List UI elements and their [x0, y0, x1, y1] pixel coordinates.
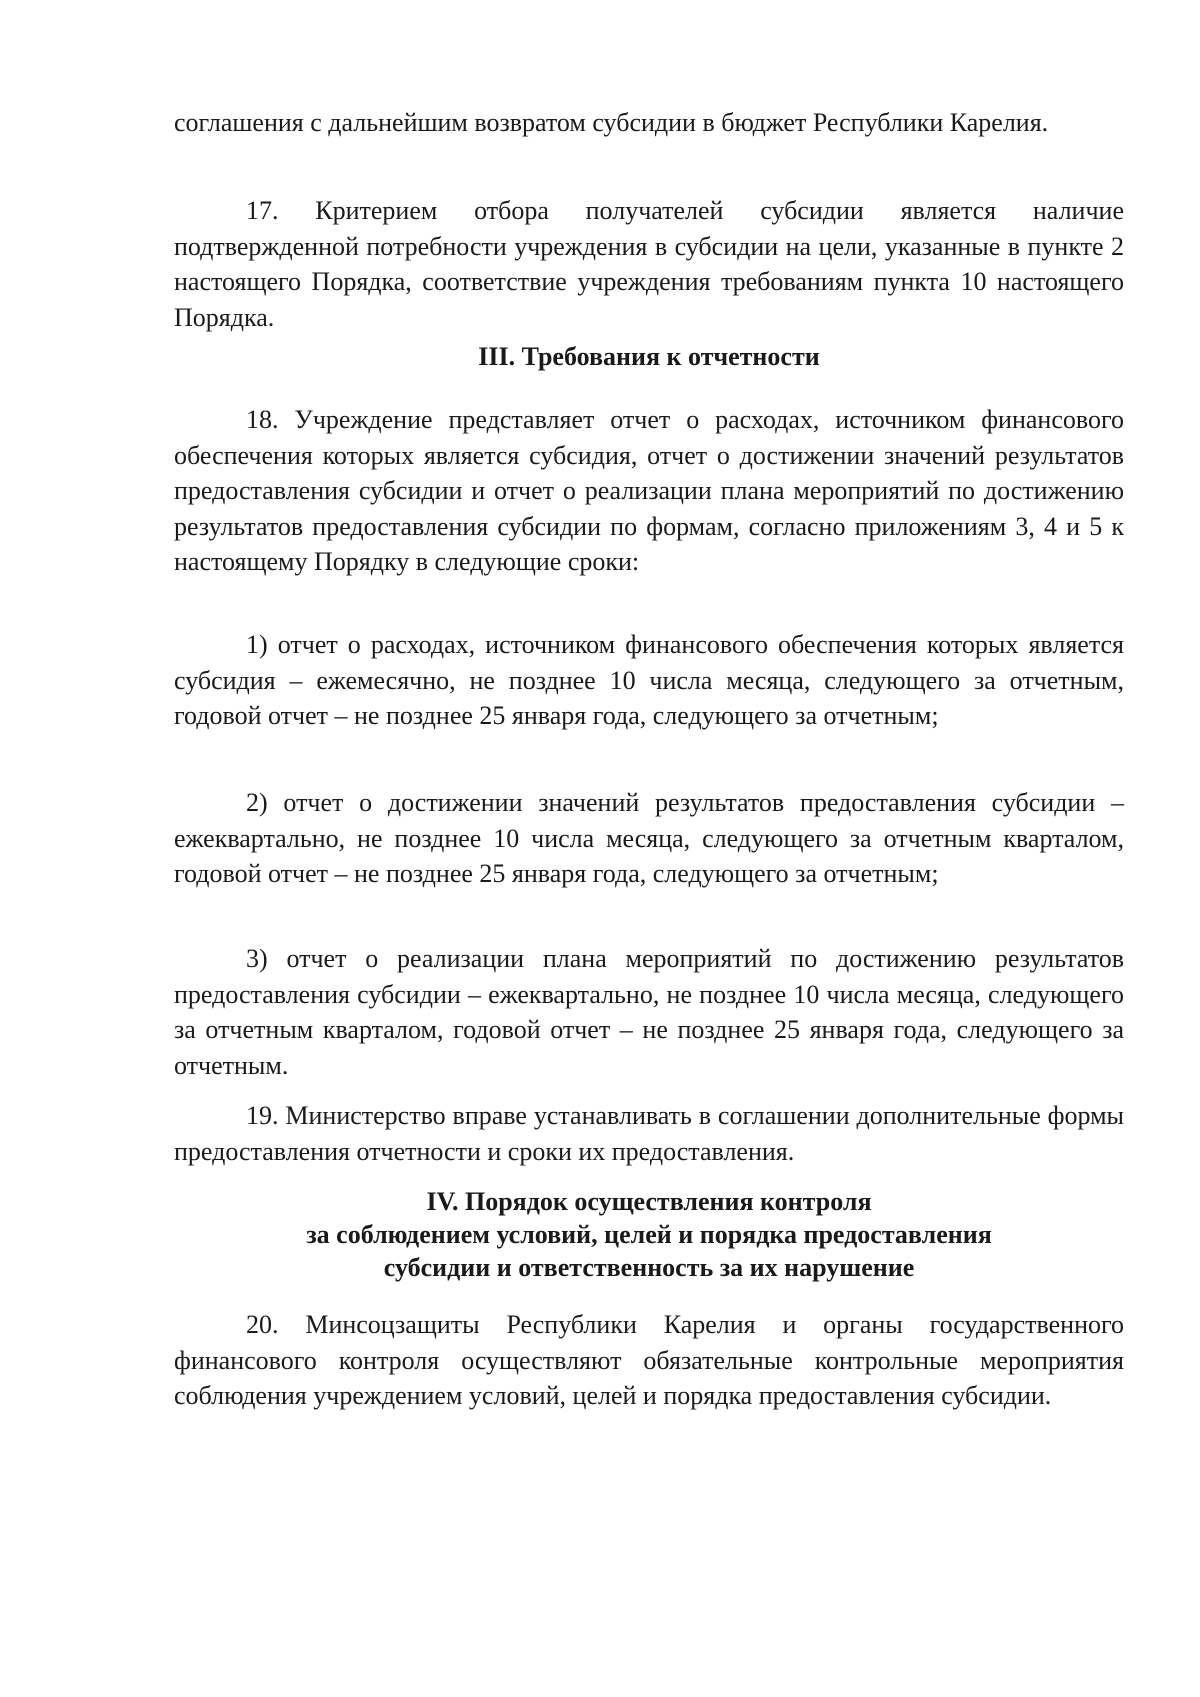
paragraph-18-2-block [174, 785, 1124, 892]
paragraph-continuation: соглашения с дальнейшим возвратом субсидии в бюджет Республики Карелия. [174, 108, 1049, 137]
paragraph-18: 18. Учреждение представляет отчет о расходах, источником финансового обеспечения которых является субсидия, отчет о достижении значений результатов предоставления субсидии и отчет о реализации плана мероприятий по достижению результатов предоставления субсидии по формам, согласно приложениям 3, 4 и 5 к настоящему Порядку в следующие сроки: [174, 405, 1124, 576]
section-3-heading [174, 340, 1124, 373]
paragraph-20: 20. Минсоцзащиты Республики Карелия и органы государственного финансового контроля осуществляют обязательные контрольные мероприятия соблюдения учреждением условий, целей и порядка предоставления субсидии. [174, 1310, 1124, 1410]
section-4-title-line-1: IV. Порядок осуществления контроля [426, 1187, 872, 1216]
paragraph-18-3: 3) отчет о реализации плана мероприятий по достижению результатов предоставления субсидии – ежеквартально, не позднее 10 числа месяца, следующего за отчетным кварталом, годовой отчет – не позднее 25 января года, следующего за отчетным. [174, 944, 1124, 1080]
paragraph-continuation-block [174, 105, 1124, 141]
paragraph-18-1-block [174, 627, 1124, 734]
section-4-heading [174, 1185, 1124, 1284]
paragraph-19-block [174, 1098, 1124, 1169]
paragraph-18-3-block [174, 941, 1124, 1083]
section-3-title: III. Требования к отчетности [478, 342, 820, 371]
paragraph-17-block [174, 193, 1124, 335]
paragraph-18-1: 1) отчет о расходах, источником финансового обеспечения которых является субсидия – ежемесячно, не позднее 10 числа месяца, следующего за отчетным, годовой отчет – не позднее 25 января года, следующего за отчетным; [174, 630, 1124, 730]
paragraph-20-block [174, 1307, 1124, 1414]
paragraph-17: 17. Критерием отбора получателей субсидии является наличие подтвержденной потребности учреждения в субсидии на цели, указанные в пункте 2 настоящего Порядка, соответствие учреждения требованиям пункта 10 настоящего Порядка. [174, 196, 1124, 332]
section-4-title-line-3: субсидии и ответственность за их нарушение [383, 1253, 915, 1282]
section-4-title-line-2: за соблюдением условий, целей и порядка предоставления [306, 1220, 992, 1249]
paragraph-18-2: 2) отчет о достижении значений результатов предоставления субсидии – ежеквартально, не позднее 10 числа месяца, следующего за отчетным кварталом, годовой отчет – не позднее 25 января года, следующего за отчетным; [174, 788, 1124, 888]
paragraph-19: 19. Министерство вправе устанавливать в соглашении дополнительные формы предоставления отчетности и сроки их предоставления. [174, 1101, 1124, 1166]
paragraph-18-block [174, 402, 1124, 580]
